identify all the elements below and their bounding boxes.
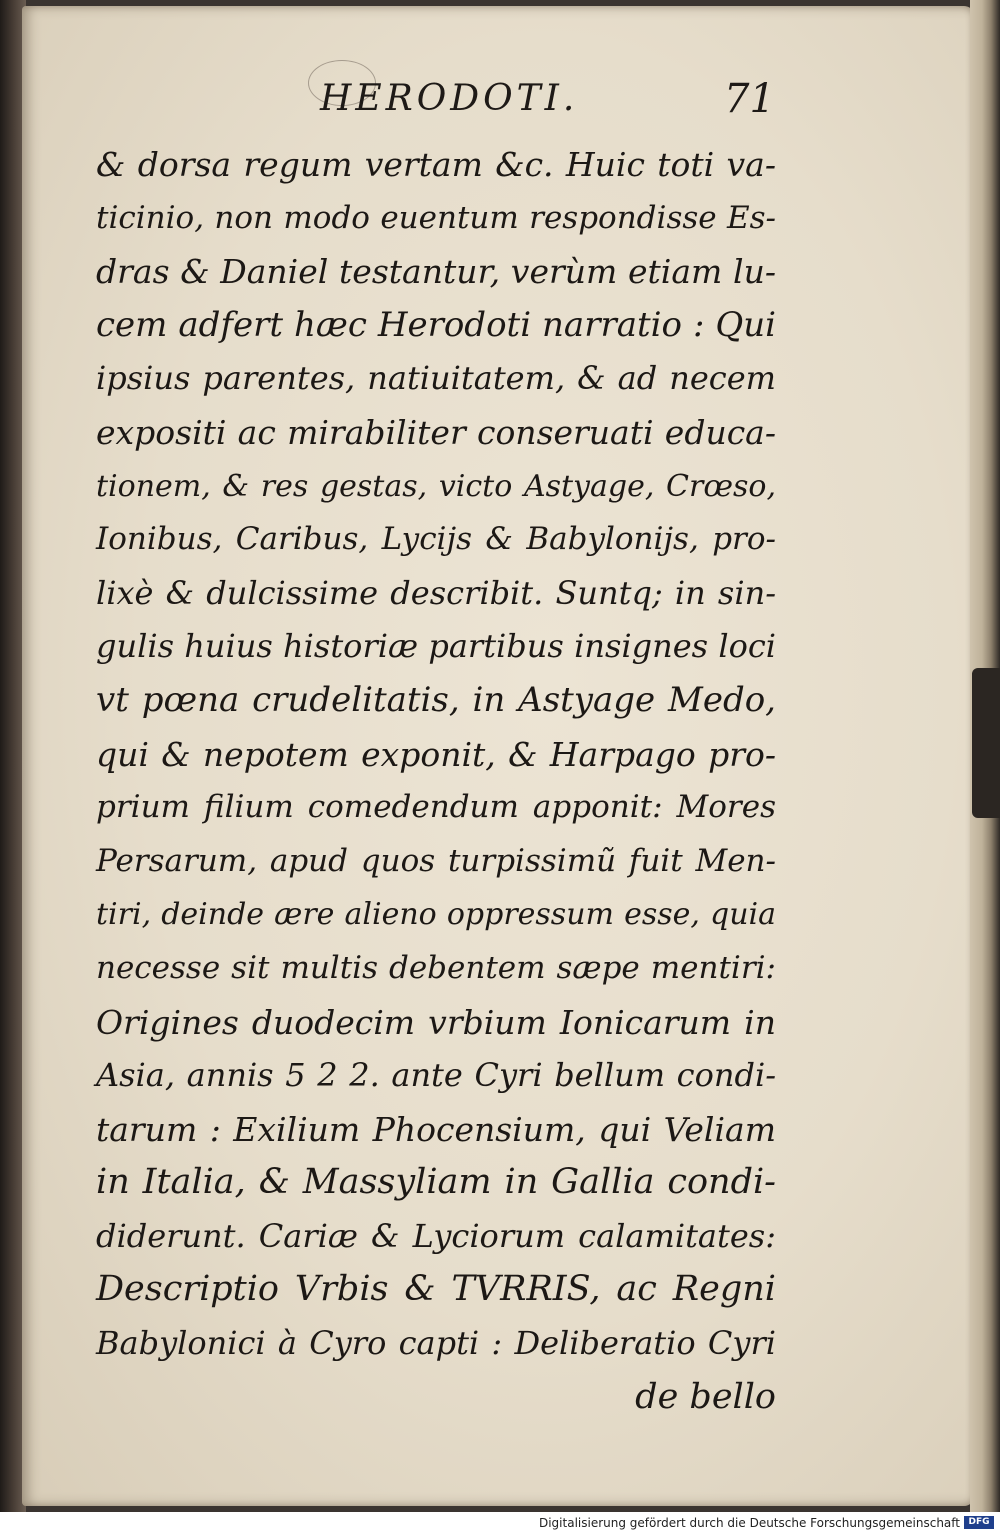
text-line: diderunt. Cariæ & Lyciorum calamitates: (96, 1216, 776, 1255)
dfg-logo-icon: DFG (964, 1516, 994, 1529)
text-line: in Italia, & Massyliam in Gallia condi- (96, 1162, 776, 1203)
text-line: Asia, annis 5 2 2. ante Cyri bellum condi- (96, 1056, 776, 1095)
text-line: lixè & dulcissime describit. Suntq; in sin- (96, 573, 776, 612)
funding-notice: Digitalisierung gefördert durch die Deutsche Forschungsgemeinschaft (538, 1516, 960, 1530)
text-line: expositi ac mirabiliter conseruati educa- (96, 412, 776, 452)
page-number: 71 (724, 76, 775, 122)
running-head: HERODOTI. (320, 78, 579, 119)
text-line: prium filium comedendum apponit: Mores (96, 789, 776, 826)
body-text (96, 138, 776, 1424)
text-line: Babylonici à Cyro capti : Deliberatio Cyri (96, 1324, 776, 1363)
text-line: Ionibus, Caribus, Lycijs & Babylonijs, pro- (96, 521, 776, 558)
text-line: Persarum, apud quos turpissimũ fuit Men- (96, 842, 776, 879)
catchword: de bello (635, 1376, 776, 1417)
text-line: qui & nepotem exponit, & Harpago pro- (96, 734, 776, 774)
text-line: gulis huius historiæ partibus insignes loci (96, 627, 776, 666)
text-line: & dorsa regum vertam &c. Huic toti va- (96, 145, 776, 184)
page-clip (972, 668, 1000, 818)
text-line: ticinio, non modo euentum respondisse Es- (96, 199, 776, 236)
text-line: vt pœna crudelitatis, in Astyage Medo, (96, 679, 776, 720)
text-line: tiri, deinde ære alieno oppressum esse, quia (96, 897, 776, 933)
digitization-footer (0, 1512, 1000, 1533)
text-line: necesse sit multis debentem sæpe mentiri: (96, 949, 776, 986)
text-line: tionem, & res gestas, victo Astyage, Crœso, (96, 468, 776, 504)
text-line: Descriptio Vrbis & TVRRIS, ac Regni (96, 1269, 776, 1310)
text-line: cem adfert hæc Herodoti narratio : Qui (96, 304, 776, 345)
text-line: tarum : Exilium Phocensium, qui Veliam (96, 1109, 776, 1149)
text-line: Origines duodecim vrbium Ionicarum in (96, 1002, 776, 1042)
text-line: dras & Daniel testantur, verùm etiam lu- (96, 252, 776, 292)
text-line: ipsius parentes, natiuitatem, & ad necem (96, 359, 776, 398)
page-header (0, 76, 1000, 136)
